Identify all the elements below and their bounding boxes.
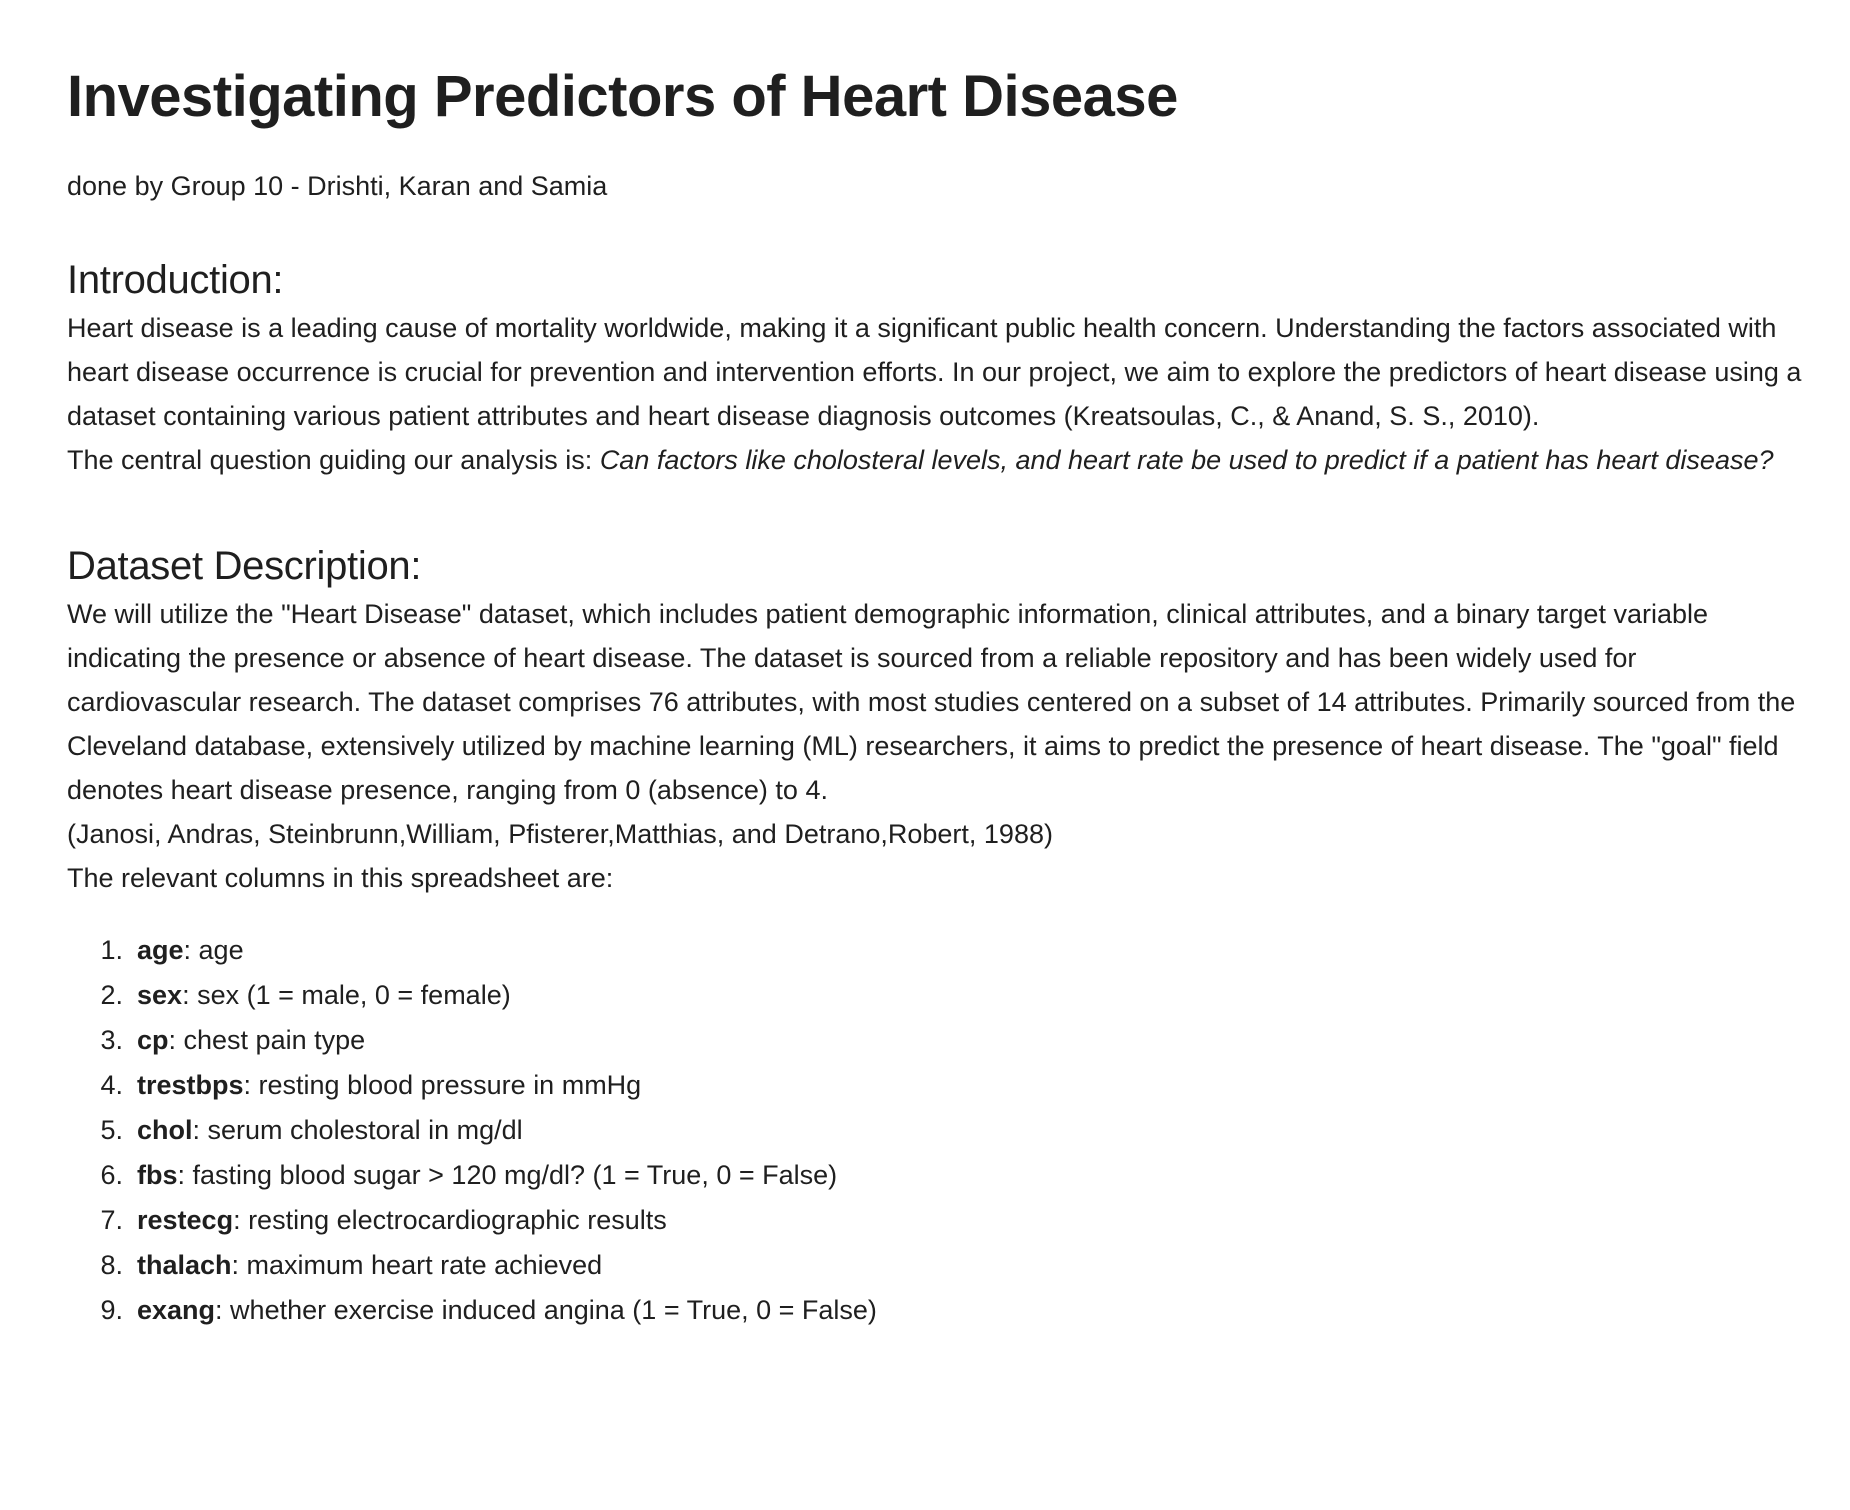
column-description: : age xyxy=(183,935,244,965)
columns-list xyxy=(67,928,1807,1333)
dataset-citation: (Janosi, Andras, Steinbrunn,William, Pfisterer,Matthias, and Detrano,Robert, 1988) xyxy=(67,819,1053,849)
column-name: age xyxy=(137,935,184,965)
column-name: restecg xyxy=(137,1205,234,1235)
list-item xyxy=(67,1243,1807,1288)
column-name: exang xyxy=(137,1295,216,1325)
list-item xyxy=(67,928,1807,973)
list-item xyxy=(67,1063,1807,1108)
central-question-prefix: The central question guiding our analysis is: xyxy=(67,445,600,475)
list-item xyxy=(67,1108,1807,1153)
dataset-paragraph xyxy=(67,592,1807,856)
list-item-number: 4. xyxy=(100,1070,123,1100)
list-item xyxy=(67,1198,1807,1243)
byline: done by Group 10 - Drishti, Karan and Samia xyxy=(67,171,608,201)
columns-intro: The relevant columns in this spreadsheet are: xyxy=(67,863,614,893)
column-description: : sex (1 = male, 0 = female) xyxy=(182,980,511,1010)
column-name: trestbps xyxy=(137,1070,244,1100)
column-description: : serum cholestoral in mg/dl xyxy=(192,1115,523,1145)
central-question-paragraph xyxy=(67,438,1807,482)
column-name: cp xyxy=(137,1025,169,1055)
dataset-heading: Dataset Description: xyxy=(67,544,422,588)
column-description: : whether exercise induced angina (1 = True, 0 = False) xyxy=(215,1295,877,1325)
document-content xyxy=(67,0,1807,1333)
list-item-number: 2. xyxy=(100,980,123,1010)
list-item-number: 3. xyxy=(100,1025,123,1055)
column-name: chol xyxy=(137,1115,193,1145)
introduction-heading: Introduction: xyxy=(67,258,284,302)
list-item-number: 5. xyxy=(100,1115,123,1145)
dataset-description: We will utilize the "Heart Disease" dataset, which includes patient demographic information, clinical attributes, and a binary target variable indicating the presence or absence of heart disease. The dataset is sourced from a reliable repository and has been widely used for cardiovascular research. The dataset comprises 76 attributes, with most studies centered on a subset of 14 attributes. Primarily sourced from the Cleveland database, extensively utilized by machine learning (ML) researchers, it aims to predict the presence of heart disease. The "goal" field denotes heart disease presence, ranging from 0 (absence) to 4. xyxy=(67,599,1796,805)
introduction-paragraph: Heart disease is a leading cause of mortality worldwide, making it a significant public health concern. Understanding the factors associated with heart disease occurrence is crucial for prevention and intervention efforts. In our project, we aim to explore the predictors of heart disease using a dataset containing various patient attributes and heart disease diagnosis outcomes (Kreatsoulas, C., & Anand, S. S., 2010). xyxy=(67,313,1802,431)
column-description: : fasting blood sugar > 120 mg/dl? (1 = True, 0 = False) xyxy=(177,1160,838,1190)
list-item xyxy=(67,973,1807,1018)
column-description: : resting electrocardiographic results xyxy=(233,1205,667,1235)
column-name: fbs xyxy=(137,1160,178,1190)
central-question: Can factors like cholosteral levels, and heart rate be used to predict if a patient has heart disease? xyxy=(599,445,1774,475)
list-item xyxy=(67,1153,1807,1198)
list-item xyxy=(67,1288,1807,1333)
column-name: sex xyxy=(137,980,183,1010)
column-description: : chest pain type xyxy=(168,1025,366,1055)
list-item xyxy=(67,1018,1807,1063)
list-item-number: 7. xyxy=(100,1205,123,1235)
list-item-number: 6. xyxy=(100,1160,123,1190)
list-item-number: 9. xyxy=(100,1295,123,1325)
list-item-number: 8. xyxy=(100,1250,123,1280)
column-description: : resting blood pressure in mmHg xyxy=(243,1070,642,1100)
column-description: : maximum heart rate achieved xyxy=(231,1250,603,1280)
list-item-number: 1. xyxy=(100,935,123,965)
page-title: Investigating Predictors of Heart Disease xyxy=(67,64,1178,129)
column-name: thalach xyxy=(137,1250,232,1280)
